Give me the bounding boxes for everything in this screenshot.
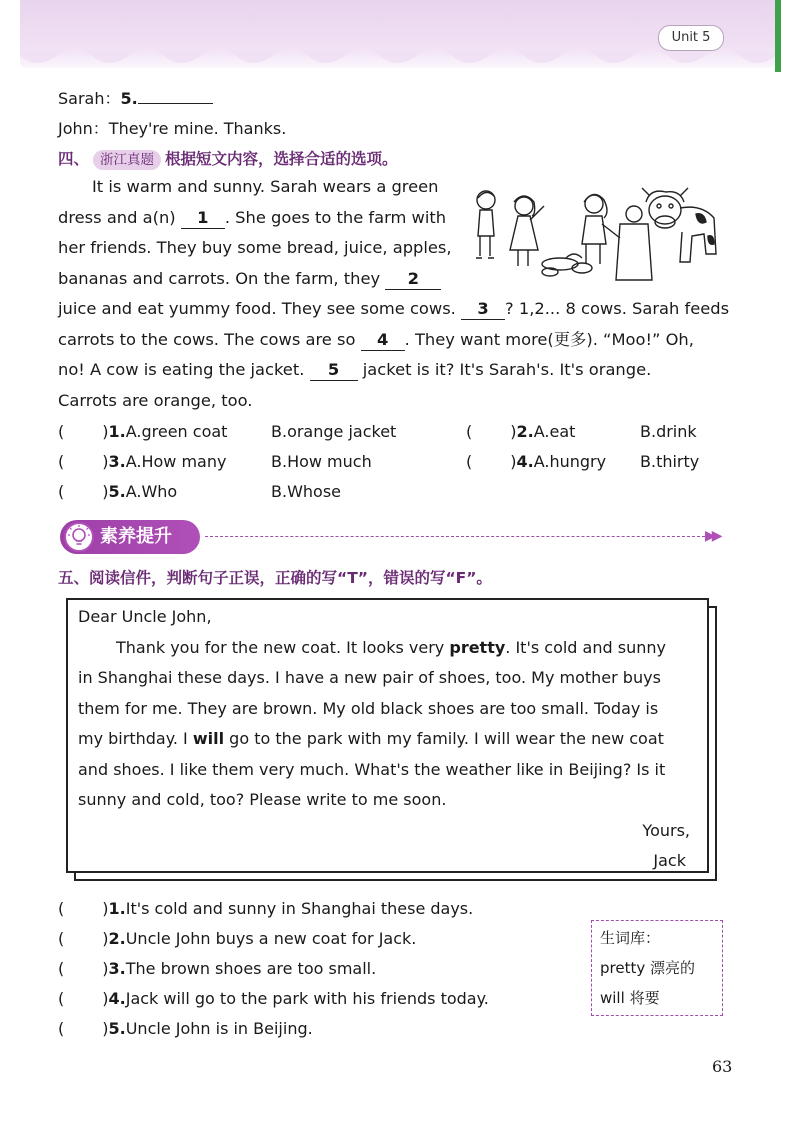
- vocab-meaning: 将要: [629, 989, 660, 1007]
- answer-paren[interactable]: (: [58, 899, 65, 918]
- statement-text: The brown shoes are too small.: [125, 959, 377, 978]
- passage-line: [58, 325, 728, 356]
- passage-text: It is warm and sunny. Sarah wears a green: [92, 177, 439, 196]
- vocab-title: 生词库：: [600, 929, 661, 947]
- letter-text: go to the park with my family. I will wear the new coat: [224, 729, 664, 748]
- answer-paren[interactable]: (: [58, 422, 65, 441]
- vocab-entry: [600, 983, 714, 1013]
- question-4: ( )4.A.hungry: [466, 452, 607, 471]
- question-1: ( )1.A.green coat: [58, 422, 228, 441]
- letter-line: [78, 724, 700, 755]
- statement-number: 5.: [108, 1019, 126, 1038]
- question-4-option-b: B.thirty: [640, 452, 700, 471]
- page-number: 63: [712, 1057, 733, 1076]
- statement-text: Uncle John is in Beijing.: [125, 1019, 313, 1038]
- answer-paren[interactable]: (: [466, 422, 473, 441]
- letter-text: my birthday. I: [78, 729, 193, 748]
- statement-3: ( )3.The brown shoes are too small.: [58, 959, 377, 978]
- question-5-option-b: B.Whose: [271, 482, 341, 501]
- passage-text: dress and a(n): [58, 207, 176, 227]
- letter-line: and shoes. I like them very much. What's the weather like in Beijing? Is it: [78, 759, 666, 779]
- letter-text: Thank you for the new coat. It looks very: [116, 637, 450, 657]
- question-3-option-b: B.How much: [271, 452, 372, 471]
- header-wave-decoration: [20, 50, 775, 74]
- zhejiang-exam-tag: 浙江真题: [93, 150, 161, 170]
- question-2: ( )2.A.eat: [466, 422, 576, 441]
- answer-paren[interactable]: (: [58, 482, 65, 501]
- statement-5: ( )5.Uncle John is in Beijing.: [58, 1019, 313, 1038]
- answer-paren[interactable]: (: [58, 929, 65, 948]
- question-number: 5.: [108, 482, 126, 501]
- question-5: ( )5.A.Who: [58, 482, 178, 501]
- blank-2[interactable]: 2: [385, 269, 441, 290]
- unit-tag: Unit 5: [658, 25, 724, 51]
- statement-number: 3.: [108, 959, 126, 978]
- letter-greeting: Dear Uncle John,: [78, 607, 212, 626]
- answer-paren[interactable]: (: [58, 1019, 65, 1038]
- blank-1[interactable]: 1: [181, 208, 225, 229]
- question-3: ( )3.A.How many: [58, 452, 227, 471]
- vocab-entry: [600, 953, 714, 983]
- passage-text: no! A cow is eating the jacket.: [58, 360, 305, 379]
- statement-number: 2.: [108, 929, 126, 948]
- lightbulb-icon: [64, 522, 94, 552]
- blank-5[interactable]: 5: [310, 360, 358, 381]
- statement-text: It's cold and sunny in Shanghai these days.: [125, 899, 474, 918]
- passage-text: her friends. They buy some bread, juice, apples,: [58, 238, 452, 257]
- passage-line: [58, 386, 728, 417]
- question-number: 4.: [516, 452, 534, 471]
- letter-closing: Yours,: [642, 820, 690, 840]
- passage-text: juice and eat yummy food. They see some cows.: [58, 299, 456, 318]
- question-1-option-b: B.orange jacket: [271, 422, 397, 441]
- statement-number: 1.: [108, 899, 126, 918]
- section4-number: 四、: [58, 150, 90, 168]
- statement-text: Uncle John buys a new coat for Jack.: [125, 929, 417, 948]
- farm-illustration: [470, 184, 722, 284]
- blank-number: 5.: [120, 89, 138, 108]
- letter-text: . It's cold and sunny: [505, 637, 666, 657]
- answer-paren[interactable]: (: [58, 452, 65, 471]
- option-a: A.green coat: [125, 422, 228, 441]
- dialog-john-line: John：They're mine. Thanks.: [58, 119, 287, 138]
- blank-3[interactable]: 3: [461, 299, 505, 320]
- banner-title: 素养提升: [100, 526, 172, 547]
- passage-text: jacket is it? It's Sarah's. It's orange.: [362, 360, 652, 379]
- answer-paren[interactable]: (: [58, 959, 65, 978]
- question-number: 1.: [108, 422, 126, 441]
- question-2-option-b: B.drink: [640, 422, 697, 441]
- section5-instruction: 五、阅读信件，判断句子正误，正确的写“T”，错误的写“F”。: [58, 569, 492, 587]
- letter-content: [78, 602, 700, 877]
- double-arrow-icon: ▶▶: [705, 528, 719, 544]
- section4-instruction: 根据短文内容，选择合适的选项。: [165, 150, 398, 168]
- passage-line: [58, 294, 728, 325]
- option-a: A.How many: [125, 452, 227, 471]
- letter-signature: Jack: [653, 851, 686, 870]
- answer-blank[interactable]: [138, 103, 213, 104]
- statement-1: ( )1.It's cold and sunny in Shanghai these days.: [58, 899, 474, 918]
- answer-paren[interactable]: (: [466, 452, 473, 471]
- vocab-word: will: [600, 989, 625, 1007]
- vocab-box: [591, 920, 723, 1016]
- letter-line: [78, 633, 700, 664]
- vocab-meaning: 漂亮的: [650, 959, 696, 977]
- option-a: A.Who: [125, 482, 178, 501]
- vocab-word-will: will: [192, 729, 225, 748]
- passage-text: Carrots are orange, too.: [58, 390, 253, 410]
- letter-line: in Shanghai these days. I have a new pair of shoes, too. My mother buys: [78, 668, 661, 687]
- dialog-sarah-line: [58, 86, 213, 109]
- letter-line: sunny and cold, too? Please write to me soon.: [78, 790, 447, 809]
- question-number: 3.: [108, 452, 126, 471]
- letter-line: them for me. They are brown. My old black shoes are too small. Today is: [78, 698, 659, 718]
- passage-text: bananas and carrots. On the farm, they: [58, 268, 381, 288]
- option-a: A.hungry: [533, 452, 607, 471]
- blank-4[interactable]: 4: [361, 330, 405, 351]
- speaker-sarah: Sarah：: [58, 89, 121, 108]
- option-a: A.eat: [533, 422, 576, 441]
- answer-paren[interactable]: (: [58, 989, 65, 1008]
- passage-text: ? 1,2... 8 cows. Sarah feeds: [505, 299, 730, 318]
- question-number: 2.: [516, 422, 534, 441]
- statement-4: ( )4.Jack will go to the park with his friends today.: [58, 989, 489, 1008]
- passage-text: . She goes to the farm with: [224, 207, 447, 227]
- passage-line: [58, 355, 728, 386]
- vocab-word-pretty: pretty: [449, 637, 506, 657]
- passage-text: . They want more(更多). “Moo!” Oh,: [404, 329, 694, 349]
- statement-2: ( )2.Uncle John buys a new coat for Jack.: [58, 929, 417, 948]
- vocab-word: pretty: [600, 959, 646, 977]
- page-edge-tab: [775, 0, 781, 72]
- section4-title: [58, 147, 398, 170]
- passage-text: carrots to the cows. The cows are so: [58, 329, 356, 349]
- banner-dashed-line: [205, 536, 705, 537]
- statement-number: 4.: [108, 989, 126, 1008]
- statement-text: Jack will go to the park with his friends today.: [125, 989, 489, 1008]
